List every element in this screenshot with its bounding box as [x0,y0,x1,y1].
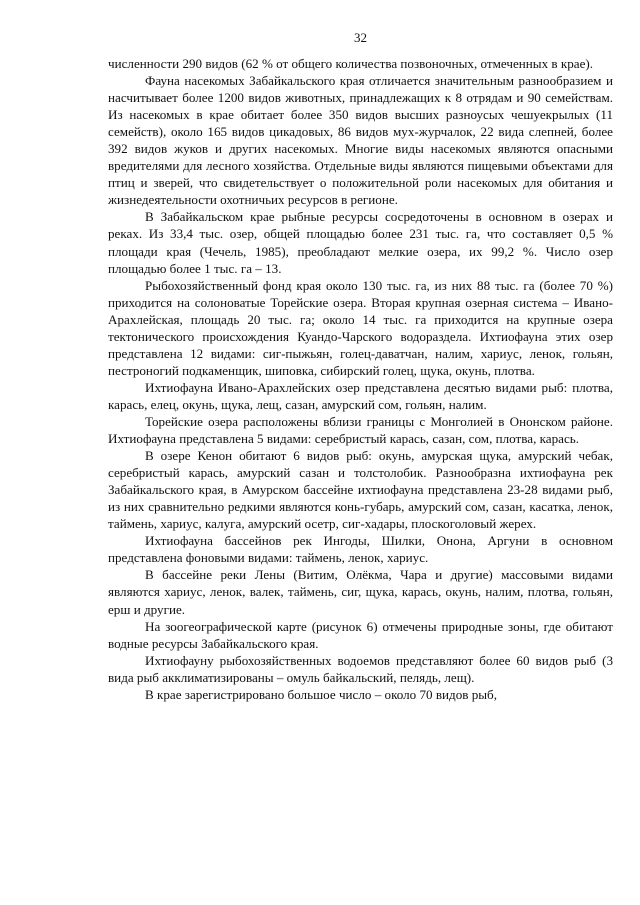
paragraph-insect-fauna: Фауна насекомых Забайкальского края отличается значительным разнообразием и насчитывает более 1200 видов животных, принадлежащих к 8 отрядам и 90 семействам. Из насекомых в крае обитает более 350 видов высших разноусых чешуекрылых (11 семейств), около 165 видов цикадовых, 86 видов мух-журчалок, 22 вида слепней, более 392 видов жуков и других насекомых. Многие виды насекомых являются опасными вредителями для лесного хозяйства. Отдельные виды являются пищевыми объектами для птиц и зверей, что свидетельствует о положительной роли насекомых для обитания и жизнедеятельности охотничьих ресурсов в регионе. [108,73,613,208]
paragraph-ivano-arakhlei-lakes: Ихтиофауна Ивано-Арахлейских озер представлена десятью видами рыб: плотва, карась, елец, окунь, щука, лещ, сазан, амурский сом, гольян, налим. [108,379,613,412]
paragraph-fishery-waters: Ихтиофауну рыбохозяйственных водоемов представляют более 60 видов рыб (3 вида рыб акклиматизированы – омуль байкальский, пелядь, лещ). [108,652,613,685]
paragraph-zoogeographic-map: На зоогеографической карте (рисунок 6) отмечены природные зоны, где обитают водные ресурсы Забайкальского края. [108,618,613,651]
document-page [108,30,613,703]
paragraph-fishery-fund: Рыбохозяйственный фонд края около 130 тыс. га, из них 88 тыс. га (более 70 %) приходится на солоноватые Торейские озера. Вторая крупная озерная система – Ивано-Арахлейская, площадь 20 тыс. га; около 14 тыс. га приходится на крупные озера тектонического происхождения Куандо-Чарского водораздела. Ихтиофауна этих озер представлена 12 видами: сиг-пыжьян, голец-даватчан, налим, хариус, ленок, гольян, пестроногий подкаменщик, шиповка, сибирский голец, щука, окунь, плотва. [108,277,613,378]
page-number: 32 [354,30,367,45]
paragraph-river-basins: Ихтиофауна бассейнов рек Ингоды, Шилки, Онона, Аргуни в основном представлена фоновыми видами: таймень, ленок, хариус. [108,533,613,566]
paragraph-fish-resources: В Забайкальском крае рыбные ресурсы сосредоточены в основном в озерах и реках. Из 33,4 тыс. озер, общей площадью более 231 тыс. га, что составляет 0,5 % площади края (Чечель, 1985), преобладают мелкие озера, их 99,2 %. Число озер площадью более 1 тыс. га – 13. [108,209,613,276]
paragraph-registered-species: В крае зарегистрировано большое число – около 70 видов рыб, [145,686,497,702]
paragraph-torei-lakes: Торейские озера расположены вблизи границы с Монголией в Ононском районе. Ихтиофауна представлена 5 видами: серебристый карась, сазан, сом, плотва, карась. [108,413,613,447]
paragraph-continuation: численности 290 видов (62 % от общего количества позвоночных, отмеченных в крае). [108,56,594,71]
paragraph-kenon-lake: В озере Кенон обитают 6 видов рыб: окунь, амурская щука, амурский чебак, серебристый карась, амурский сазан и толстолобик. Разнообразна ихтиофауна рек Забайкальского края, в Амурском бассейне ихтиофауна представлена 23-28 видами рыб, из них сравнительно редкими являются конь-губарь, амурский сом, сазан, касатка, ленок, таймень, хариус, калуга, амурский осетр, сиг-хадары, плоскоголовый жерех. [108,448,613,532]
paragraph-lena-basin: В бассейне реки Лены (Витим, Олёкма, Чара и другие) массовыми видами являются хариус, ленок, валек, таймень, сиг, щука, карась, окунь, налим, плотва, гольян, ерш и другие. [108,567,613,617]
